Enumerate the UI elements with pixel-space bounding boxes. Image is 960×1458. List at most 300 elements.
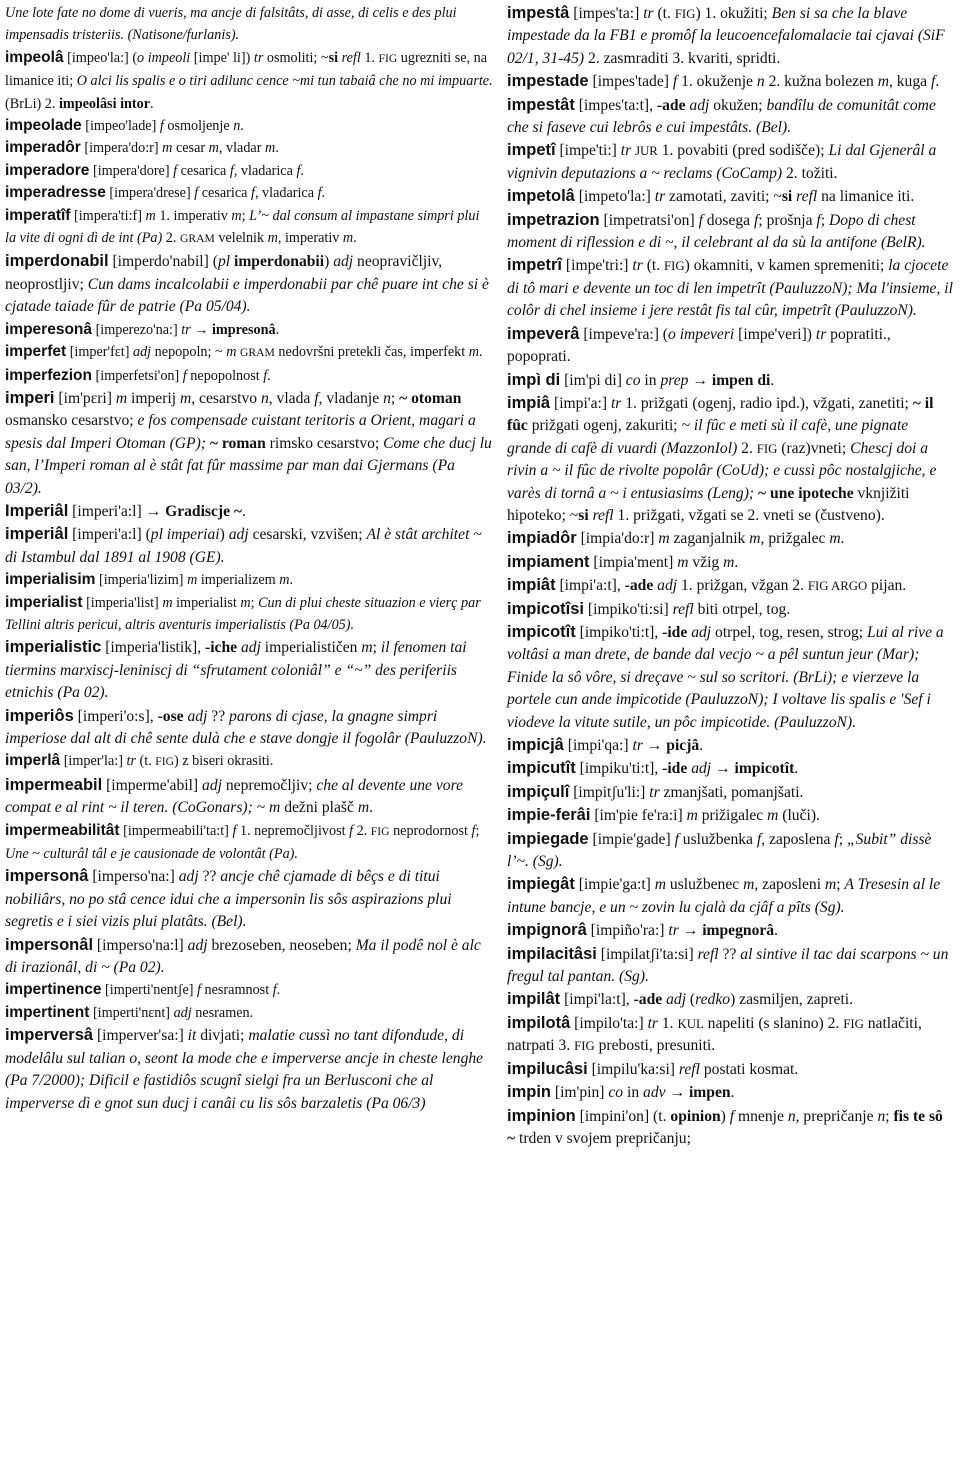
italic-text: adj — [173, 1004, 192, 1021]
headword: impermeabil — [5, 775, 103, 794]
italic-text: m — [342, 230, 354, 247]
headword: impeverâ — [507, 324, 580, 343]
italic-text: refl — [796, 188, 818, 206]
headword: impilucâsi — [507, 1059, 588, 1078]
dictionary-entry — [5, 569, 493, 591]
italic-text: L’~ dal consum al impastane simpri plui la vite di ogni dì de int (Pa) — [5, 207, 480, 247]
bold-text: impresonâ — [211, 321, 276, 338]
entry-text: [impe'ti:] — [555, 142, 621, 160]
entry-text: . — [275, 140, 279, 157]
entry-text: 1. prižgan, vžgan 2. — [677, 577, 808, 595]
bold-text: -ose — [157, 707, 184, 725]
entry-text: zamotati, zaviti; ~ — [665, 188, 782, 206]
dictionary-entry — [5, 592, 493, 637]
entry-text: ~ — [252, 799, 270, 817]
entry-text: in — [623, 1084, 644, 1102]
italic-text: m — [264, 140, 276, 157]
entry-text: [impiko'ti:t], — [575, 623, 663, 641]
headword: impersonâ — [5, 867, 89, 886]
dictionary-entry — [507, 988, 953, 1011]
italic-text: tr — [126, 753, 136, 770]
headword: impeolâ — [5, 48, 64, 66]
dictionary-entry — [5, 137, 493, 159]
entry-text: [im'pin] — [551, 1084, 609, 1102]
italic-text: adj — [691, 623, 712, 641]
entry-text: (t. — [642, 257, 665, 275]
italic-text: m — [145, 207, 156, 224]
dictionary-entry — [5, 115, 493, 137]
entry-text: postati kosmat. — [699, 1060, 799, 1078]
entry-text: → — [642, 737, 667, 754]
italic-text: m — [877, 73, 889, 91]
italic-text: tr — [815, 325, 827, 343]
entry-text: [im'pie fe'ra:i] — [590, 807, 687, 825]
italic-text: „Subit” dissè l’~. (Sg). — [507, 830, 932, 871]
entry-text: [impera'drese] — [105, 185, 195, 202]
entry-text: → — [711, 760, 735, 778]
italic-text: f — [194, 185, 199, 202]
dictionary-entry — [507, 551, 953, 574]
entry-text: nesramnost — [200, 982, 273, 999]
entry-text: uslužbenec — [666, 876, 744, 894]
italic-text: f — [314, 389, 319, 407]
headword: impestâ — [507, 4, 570, 22]
italic-text: A Tresesin al le intune bancje, e un ~ zovin lu cjalà da cjâf a pîts (Sg). — [507, 876, 941, 916]
dictionary-entry — [507, 139, 953, 185]
entry-text: [impera'do:r] — [80, 140, 163, 157]
entry-text: rimsko cesarstvo; — [265, 434, 384, 452]
dictionary-entry — [507, 873, 953, 919]
italic-text: redko — [695, 991, 731, 1009]
entry-text: dežni plašč — [280, 799, 358, 817]
entry-text: ; — [838, 830, 847, 848]
entry-text: ugrezniti se, na limanice iti; — [5, 49, 488, 90]
bold-text: fis te sô ~ — [507, 1107, 943, 1147]
italic-text: il fenomen tai tiermins marxiscj-leniniscj di “sfrutament coloniâl” e “~” des periferiis etnichis (Pa 02). — [5, 639, 467, 702]
entry-text: vknjižiti hipoteko; ~ — [507, 484, 910, 524]
italic-text: al sintive il tac dai scarpons ~ un fregul tal pantan. (Sg). — [507, 945, 949, 986]
italic-text: m — [723, 553, 735, 571]
dictionary-entry — [507, 598, 953, 621]
italic-text: adv — [643, 1084, 666, 1102]
headword: impiadôr — [507, 529, 577, 548]
entry-text: 1. prižgati (ogenj, radio ipd.), vžgati, zanetiti; — [621, 394, 913, 412]
italic-text: Chescj doi a rivin a ~ il fûc de rivolte popolâr (CoUd); e cussì pôc nostalgjiche, e varès di tornâ a ~ i entusiasims (Leng); — [507, 439, 937, 502]
label-abbrev: FIG — [370, 824, 390, 838]
headword: impetrî — [507, 256, 563, 275]
entry-text: 1. imperativ — [155, 207, 232, 224]
headword: impiegade — [507, 829, 589, 848]
italic-text: adj — [691, 760, 712, 778]
headword: impicutît — [507, 759, 576, 778]
italic-text: adj — [228, 526, 249, 544]
entry-text: [impie'ga:t] — [574, 876, 655, 894]
italic-text: refl — [592, 506, 614, 524]
entry-text: [impiku'ti:t], — [575, 760, 663, 778]
headword: imperialistic — [5, 638, 102, 657]
entry-text: . — [242, 502, 246, 520]
entry-text: ; prošnja — [758, 211, 817, 229]
entry-text: [impe'veri]) — [734, 325, 816, 343]
italic-text: la cjocete di tô mari e devente un toc di len impetrît (PauluzzoN); Ma l'insieme, il colôr di chel insieme i jere restât fis tal cûr, impetrît (PauluzzoN). — [507, 257, 953, 320]
italic-text: f — [816, 211, 821, 229]
entry-text: , kuga — [888, 73, 931, 91]
headword: impertinence — [5, 981, 102, 999]
entry-text: [imperfetsi'on] — [91, 367, 183, 384]
entry-continuation — [5, 2, 493, 47]
italic-text: f — [729, 1107, 735, 1125]
entry-text: (luči). — [778, 807, 820, 825]
italic-text: m — [829, 530, 841, 548]
entry-text: [impeve'ra:] ( — [579, 325, 668, 343]
italic-text: it — [187, 1027, 197, 1045]
italic-text: O alci lis spalis e o tiri adilunc cence ~mi tun tabaiâ che no mi impuarte. — [76, 73, 493, 90]
italic-text: Cun dams incalcolabii e imperdonabii par chê puare int che si è cjatade taiade fûr de patrie (Pa 05/04). — [5, 275, 489, 316]
entry-text: [impilu'ka:si] — [587, 1060, 679, 1078]
italic-text: Li dal Gjenerâl a vignivin deputazions a ~ reclams (CoCamp) — [507, 142, 937, 182]
entry-text: ; — [241, 207, 250, 224]
italic-text: o impeveri — [668, 325, 735, 343]
entry-text: . — [774, 922, 778, 940]
entry-text: , zaposlena — [761, 830, 835, 848]
entry-text: prižgati ogenj, zakuriti; — [527, 417, 682, 435]
bold-text: impegnorâ — [702, 922, 775, 940]
headword: impinion — [507, 1106, 576, 1125]
dictionary-entry — [507, 2, 953, 70]
label-abbrev: FIG — [378, 51, 398, 65]
entry-text: . — [935, 73, 940, 91]
entry-text: napeliti (s slanino) 2. — [703, 1014, 844, 1032]
entry-text: . — [734, 553, 739, 571]
entry-text: 1. — [360, 49, 379, 66]
entry-text: 2. — [162, 230, 180, 247]
entry-text: 1. povabiti (pred sodišče); — [657, 142, 829, 160]
italic-text: Al è stât architet ~ di Istambul dal 1891 al 1908 (GE). — [5, 526, 482, 566]
bold-text: imperdonabii — [233, 253, 325, 271]
entry-text: ( — [686, 991, 696, 1009]
dictionary-entry — [5, 1002, 493, 1024]
dictionary-entry — [5, 705, 493, 751]
entry-text: [impeto'la:] — [574, 188, 655, 206]
entry-text: [impia'ment] — [589, 553, 678, 571]
italic-text: f — [674, 830, 679, 848]
entry-text: 2. — [353, 822, 371, 839]
italic-text: f — [296, 162, 301, 179]
italic-text: adj — [187, 936, 208, 954]
italic-text: ~ il fûc e meti sù il cafè, une pignate grande di cafè di vuardi (MazzonIol) — [507, 417, 909, 457]
headword: impetolâ — [507, 187, 575, 206]
bold-text: -ide — [662, 760, 688, 778]
entry-text: [impe'tri:] — [562, 257, 633, 275]
entry-text: nepopoln; ~ — [151, 344, 227, 361]
entry-text: [impia'do:r] — [576, 530, 659, 548]
entry-text: ) — [219, 526, 229, 544]
entry-text: , vladarica — [233, 162, 297, 179]
dictionary-entry — [507, 1012, 953, 1058]
italic-text: m — [279, 572, 290, 589]
headword: impicjâ — [507, 736, 564, 754]
entry-text: → — [665, 1084, 689, 1102]
entry-text: osmoliti; ~ — [263, 49, 329, 66]
entry-text: . — [289, 572, 294, 589]
italic-text: tr — [632, 257, 643, 275]
dictionary-entry — [507, 1058, 953, 1081]
entry-text: [imperi'o:s], — [73, 707, 158, 725]
entry-text: , vladarica — [254, 185, 318, 202]
entry-text: [impetratsi'on] — [599, 211, 699, 229]
italic-text: m — [115, 389, 128, 407]
headword: imperiôs — [5, 706, 74, 725]
italic-text: n — [877, 1107, 886, 1125]
italic-text: Une ~ culturâl tâl e je causionade de volontât (Pa). — [5, 846, 298, 863]
italic-text: tr — [643, 5, 654, 22]
headword: impiegât — [507, 875, 575, 894]
headword: impin — [507, 1083, 551, 1102]
headword: impertinent — [5, 1003, 90, 1021]
italic-text: pl — [217, 253, 231, 271]
entry-text: [impie'gade] — [588, 830, 675, 848]
italic-text: Come che ducj lu san, l’Imperi roman al è stât fat fûr massime par man dai Gjermans (Pa 03/2). — [5, 434, 492, 497]
entry-text: ?? — [198, 868, 221, 886]
entry-text: uslužbenka — [678, 830, 757, 848]
headword: impicotît — [507, 622, 576, 641]
bold-text: -ade — [656, 96, 686, 114]
italic-text: tr — [647, 1014, 658, 1032]
italic-text: adj — [178, 868, 199, 886]
entry-text: otrpel, tog, resen, strog; — [711, 623, 868, 641]
entry-text: . — [770, 371, 775, 389]
entry-text: trden v svojem prepričanju; — [515, 1129, 691, 1147]
italic-text: tr — [649, 783, 660, 801]
bold-text: ~ otoman — [399, 389, 462, 407]
italic-text: f — [263, 367, 268, 384]
entry-text: na limanice iti. — [817, 188, 915, 206]
italic-text: Ben si sa che la blave impestade da la FB1 e promôf la leucoencefalomalacie tai cjavai (SiF 02/1, 31-45) — [507, 5, 945, 67]
headword: impiament — [507, 552, 590, 571]
dictionary-entry — [5, 636, 493, 704]
italic-text: m — [749, 530, 761, 548]
headword: impestât — [507, 95, 575, 114]
headword: imperialisim — [5, 571, 96, 589]
entry-text: [imperi'a:l] → — [68, 502, 166, 520]
entry-text: dosega — [702, 211, 755, 229]
italic-text: refl — [697, 945, 719, 963]
dictionary-entry — [507, 209, 953, 255]
italic-text: m — [208, 140, 219, 157]
entry-text: [impi'a:] — [550, 394, 611, 412]
italic-text: refl — [672, 600, 694, 618]
entry-text: [imperezo'na:] — [92, 321, 182, 338]
bold-text: Gradiscje ~ — [165, 502, 243, 520]
entry-text: vžig — [688, 553, 724, 571]
headword: impersonâl — [5, 935, 94, 954]
italic-text: tr — [253, 49, 264, 66]
italic-text: Ma il podê nol è alc di irazionâl, di ~ (Pa 02). — [5, 936, 481, 977]
italic-text: tr — [668, 922, 679, 940]
entry-text: cesarski, vzvišen; — [248, 526, 367, 544]
label-abbrev: GRAM — [239, 346, 275, 360]
headword: imperfet — [5, 343, 67, 361]
bold-text: -iche — [205, 639, 238, 657]
dictionary-entry — [5, 319, 493, 341]
italic-text: tr — [610, 394, 622, 412]
italic-text: f — [834, 830, 839, 848]
dictionary-entry — [507, 369, 953, 392]
entry-text: velelnik — [214, 230, 268, 247]
italic-text: che al devente une vore compat e al rint ~ il teren. (CoGonars); — [5, 776, 463, 817]
entry-text: [imperti'nɛnt] — [89, 1004, 174, 1021]
entry-text: cesarica — [177, 162, 230, 179]
entry-text: ) — [324, 253, 334, 271]
entry-text: . — [794, 760, 799, 778]
italic-text: m — [162, 140, 173, 157]
headword: imperlâ — [5, 752, 61, 770]
headword: imperialist — [5, 593, 83, 611]
italic-text: n — [756, 73, 765, 91]
bold-text: si — [781, 188, 793, 206]
entry-text: [imperia'listik], — [101, 639, 206, 657]
bold-text: ~ roman — [209, 434, 266, 452]
headword: imperesonâ — [5, 320, 93, 338]
label-abbrev: FIG — [843, 1016, 864, 1031]
italic-text: co — [608, 1084, 624, 1102]
entry-text: [impermeabili'ta:t] — [119, 822, 233, 839]
entry-text: 1. prižgati, vžgati se 2. vneti se (čustveno). — [613, 506, 885, 524]
entry-text: . — [276, 982, 281, 999]
italic-text: tr — [181, 321, 191, 338]
entry-text: ) zasmiljen, zapreti. — [730, 991, 854, 1009]
label-abbrev: FIG — [674, 7, 696, 21]
bold-text: impicotît — [734, 760, 795, 778]
entry-text: [imper'la:] — [60, 753, 127, 770]
italic-text: parons di cjase, la gnagne simpri imperiose dal alt di chê sente dulà che e stave dongje il fogolâr (PauluzzoN). — [5, 707, 487, 747]
italic-text: adj — [689, 96, 710, 114]
entry-text: imperij — [127, 389, 180, 407]
italic-text: m — [654, 876, 667, 894]
entry-text: . — [840, 530, 845, 548]
label-abbrev: KUL — [677, 1016, 704, 1031]
entry-text: , prepričanje — [795, 1107, 878, 1125]
dictionary-entry — [5, 47, 493, 115]
italic-text: Lui al rive a voltâsi a man drete, de bande dal vecjo ~ a pêl suntun jeur (Mar); Finide la sô vôre, si dreçave ~ sul so scritori. (BrLi); e vierzeve la portele cun ande impicotide (PauluzzoN); I voltave lis spalis e 'Sef i viodeve la vitute sutile, un pôc impicotide. (PauluzzoN). — [507, 623, 944, 731]
entry-text: → — [678, 922, 703, 940]
entry-text: [impini'on] (t. — [575, 1107, 671, 1125]
italic-text: n — [233, 118, 241, 135]
entry-text: ; — [885, 1107, 894, 1125]
dictionary-entry — [507, 943, 953, 989]
headword: impì di — [507, 370, 561, 389]
label-abbrev: FIG — [756, 441, 778, 456]
dictionary-entry — [507, 804, 953, 827]
entry-text: imperialist — [172, 594, 241, 611]
italic-text: m — [686, 807, 698, 825]
dictionary-entry — [507, 323, 953, 369]
bold-text: ~ une ipoteche — [758, 484, 854, 502]
headword: impicotîsi — [507, 599, 585, 618]
entry-text: [impeo'lade] — [81, 118, 160, 135]
entry-text: 1. nepremočljivost — [236, 822, 350, 839]
italic-text: refl — [341, 49, 361, 66]
italic-text: adj — [132, 344, 152, 361]
entry-text: [impilatʃi'ta:si] — [596, 945, 698, 963]
entry-text: . — [300, 162, 304, 179]
entry-text: ) 1. okužiti; — [695, 5, 772, 22]
italic-text: m — [226, 344, 237, 361]
entry-text: [impes'tade] — [588, 73, 673, 91]
dictionary-entry — [5, 774, 493, 820]
italic-text: adj — [202, 776, 222, 794]
label-abbrev: JUR — [635, 144, 658, 159]
dictionary-entry — [507, 94, 953, 140]
entry-text: [im'pi di] — [560, 371, 626, 389]
italic-text: co — [625, 371, 641, 389]
italic-text: bandîlu de comunitât come che si faseve cui lebrôs e cui impestâts. (Bel). — [507, 96, 936, 137]
headword: imperfezion — [5, 366, 92, 384]
dictionary-entry — [5, 160, 493, 182]
left-column — [5, 2, 507, 1458]
entry-text: . — [730, 1084, 735, 1102]
entry-text: 1. — [657, 1014, 678, 1032]
entry-text: . — [240, 118, 244, 135]
italic-text: e fos compensade cuistant teritoris a Orient, magari a spesis dal Imperi Otoman (GP); — [5, 412, 476, 452]
dictionary-entry — [507, 254, 953, 322]
italic-text: prep — [660, 371, 689, 389]
italic-text: m — [743, 876, 755, 894]
headword: imperdonabil — [5, 252, 109, 271]
entry-text: ; — [372, 639, 381, 657]
bold-text: si — [578, 506, 589, 524]
entry-text: [imper'fɛt] — [66, 344, 133, 361]
dictionary-entry — [5, 523, 493, 569]
bold-text: ~ il fûc — [507, 394, 934, 435]
dictionary-entry — [5, 820, 493, 866]
bold-text: -ade — [633, 991, 663, 1009]
italic-text: tr — [632, 737, 643, 754]
headword: impilât — [507, 990, 561, 1009]
entry-text: [imperso'na:l] — [93, 936, 188, 954]
italic-text: n — [383, 389, 391, 407]
entry-text: [impes'ta:] — [569, 5, 644, 22]
entry-text: 2. — [737, 439, 757, 457]
headword: impeolade — [5, 117, 82, 135]
dictionary-entry — [507, 621, 953, 734]
entry-text: → — [190, 321, 212, 338]
italic-text: f — [232, 822, 237, 839]
entry-text: ) z biseri okrasiti. — [174, 753, 274, 770]
italic-text: m — [269, 799, 281, 817]
italic-text: f — [754, 211, 759, 229]
entry-text: [impera'dore] — [89, 162, 174, 179]
headword: imperi — [5, 388, 55, 407]
entry-text: 2. kužna bolezen — [764, 73, 878, 91]
entry-text: [im'pɛri] — [54, 389, 116, 407]
entry-text: (t. — [135, 753, 156, 770]
dictionary-entry — [5, 182, 493, 204]
entry-text: popratiti., popoprati. — [507, 325, 891, 366]
italic-text: f — [197, 982, 201, 999]
italic-text: f — [317, 185, 322, 202]
italic-text: f — [173, 162, 178, 179]
entry-text: [impilo'ta:] — [570, 1014, 648, 1032]
italic-text: Dopo di chest moment di riflession e di ~, il celebrant al da sù la antifone (BelR). — [507, 211, 926, 252]
italic-text: f — [159, 118, 164, 135]
italic-text: adj — [240, 639, 261, 657]
dictionary-entry — [5, 979, 493, 1001]
entry-text: imperializem — [197, 572, 280, 589]
entry-text: , zaposleni — [754, 876, 825, 894]
italic-text: m — [231, 207, 242, 224]
dictionary-entry — [5, 1024, 493, 1115]
